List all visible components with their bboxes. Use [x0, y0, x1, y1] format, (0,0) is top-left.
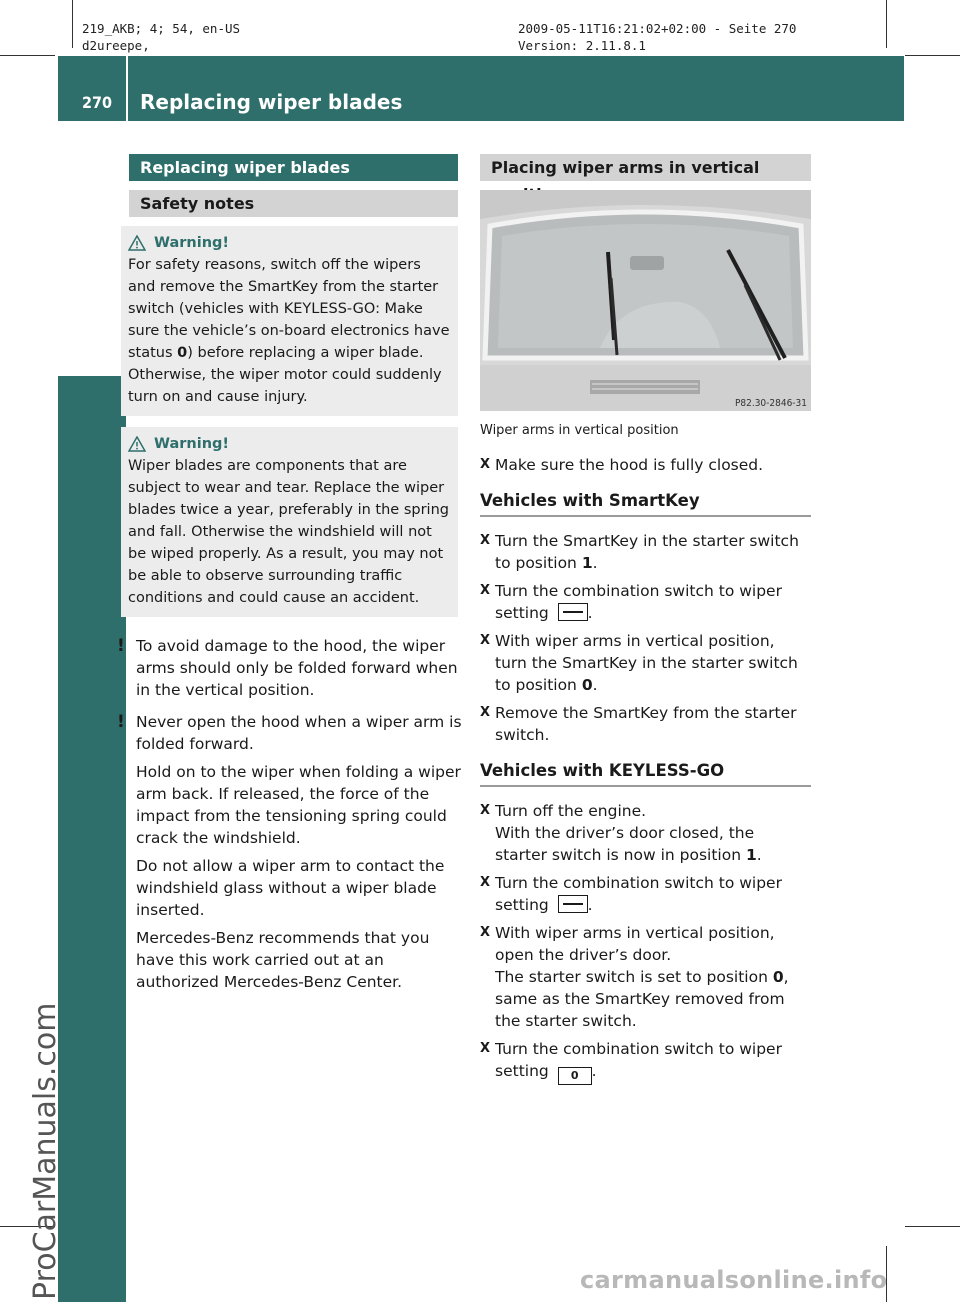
arrow-right-icon: X	[480, 633, 491, 648]
crop-mark	[72, 0, 73, 48]
note-item	[117, 711, 462, 993]
step-text: .	[592, 554, 598, 572]
instruction-step	[480, 800, 811, 866]
step-text: .	[591, 1062, 597, 1080]
step-text: With wiper arms in vertical position, open the driver’s door.	[495, 924, 775, 964]
warning-heading	[128, 232, 451, 254]
warning-text-part: ) before replacing a wiper blade. Otherwise, the wiper motor could suddenly turn on and cause injury.	[128, 345, 442, 405]
warning-heading	[128, 433, 451, 455]
windshield-drawing	[480, 190, 811, 411]
arrow-right-icon: X	[480, 457, 491, 472]
warning-text: Wiper blades are components that are subject to wear and tear. Replace the wiper blades twice a year, preferably in the spring and fall. Otherwise the windshield will not be wiped properly. As a result, you may not be able to observe surrounding traffic conditions and could cause an accident.	[128, 458, 449, 606]
note-marker: !	[117, 636, 125, 656]
warning-text-part: For safety reasons, switch off the wipers and remove the SmartKey from the starter switch (vehicles with KEYLESS-GO: Make sure the vehicle’s on-board electronics have status	[128, 257, 450, 361]
right-column-body	[480, 422, 811, 1091]
page-title: Replacing wiper blades	[140, 90, 403, 114]
step-text: Turn the combination switch to wiper setting	[495, 1040, 782, 1080]
warning-box	[121, 427, 458, 617]
step-text: .	[587, 896, 593, 914]
print-meta-line: 219_AKB; 4; 54, en-US	[82, 21, 241, 36]
warning-box	[121, 226, 458, 416]
step-result	[495, 822, 811, 866]
step-text: The starter switch is set to position	[495, 968, 773, 986]
step-result	[495, 966, 811, 1032]
wiper-setting-icon	[558, 603, 588, 621]
instruction-step	[480, 630, 811, 696]
crop-mark	[905, 55, 960, 56]
wiper-illustration	[480, 190, 811, 411]
warning-triangle-icon	[128, 436, 146, 452]
warning-triangle-icon	[128, 235, 146, 251]
header-divider	[126, 56, 128, 121]
page-number: 270	[82, 93, 113, 112]
instruction-step	[480, 872, 811, 916]
subsection-heading: Safety notes	[129, 190, 458, 217]
switch-position: 1	[745, 846, 757, 864]
instruction-step	[480, 530, 811, 574]
figure-code: P82.30-2846-31	[734, 398, 807, 409]
subsection-heading: Vehicles with SmartKey	[480, 490, 811, 517]
arrow-right-icon: X	[480, 705, 491, 720]
step-text: Turn the combination switch to wiper setting	[495, 874, 782, 914]
section-tab-label: Practical hints	[88, 424, 117, 627]
step-text: .	[756, 846, 762, 864]
step-text: Turn off the engine.	[495, 802, 647, 820]
switch-position: 0	[581, 676, 593, 694]
right-column	[480, 154, 811, 181]
arrow-right-icon: X	[480, 583, 491, 598]
note-text: Hold on to the wiper when folding a wiper arm back. If released, the force of the impact from the tensioning spring could crack the windshield.	[136, 763, 461, 847]
step-text: Remove the SmartKey from the starter switch.	[495, 704, 797, 744]
crop-mark	[886, 0, 887, 48]
instruction-step	[480, 922, 811, 1032]
step-text: Make sure the hood is fully closed.	[495, 456, 764, 474]
note-item	[117, 635, 458, 701]
note-text: Never open the hood when a wiper arm is folded forward.	[136, 713, 462, 753]
print-meta-line: Version: 2.11.8.1	[518, 38, 646, 53]
note-text: To avoid damage to the hood, the wiper arms should only be folded forward when in the vertical position.	[136, 637, 458, 699]
step-text: , same as the SmartKey removed from the starter switch.	[495, 968, 789, 1030]
section-heading: Replacing wiper blades	[129, 154, 458, 181]
crop-mark	[905, 1226, 960, 1227]
print-meta-right	[518, 20, 796, 54]
arrow-right-icon: X	[480, 1041, 491, 1056]
arrow-right-icon: X	[480, 803, 491, 818]
instruction-step	[480, 702, 811, 746]
step-text: .	[587, 604, 593, 622]
warning-text	[128, 254, 451, 408]
crop-mark	[0, 55, 55, 56]
arrow-right-icon: X	[480, 875, 491, 890]
instruction-step	[480, 1038, 811, 1085]
arrow-right-icon: X	[480, 925, 491, 940]
wiper-setting-icon	[558, 895, 588, 913]
footer-watermark: carmanualsonline.info	[580, 1266, 888, 1294]
section-heading: Placing wiper arms in vertical	[480, 154, 811, 181]
print-meta-line: d2ureepe,	[82, 38, 150, 53]
step-text: .	[592, 676, 598, 694]
switch-position: 1	[581, 554, 593, 572]
warning-label: Warning!	[154, 436, 230, 452]
note-marker: !	[117, 712, 125, 732]
instruction-step	[480, 580, 811, 624]
instruction-step	[480, 454, 811, 476]
wiper-setting-off-icon: 0	[558, 1067, 592, 1085]
step-text: Turn the combination switch to wiper setting	[495, 582, 782, 622]
step-text: Turn the SmartKey in the starter switch to position	[495, 532, 799, 572]
step-text: With wiper arms in vertical position, turn the SmartKey in the starter switch to position	[495, 632, 798, 694]
subsection-heading: Vehicles with KEYLESS-GO	[480, 760, 811, 787]
print-meta-left	[82, 20, 240, 54]
step-text: With the driver’s door closed, the starter switch is now in position	[495, 824, 755, 864]
figure-caption: Wiper arms in vertical position	[480, 423, 679, 438]
left-column	[117, 154, 462, 993]
warning-label: Warning!	[154, 235, 230, 251]
status-value: 0	[177, 345, 188, 361]
switch-position: 0	[772, 968, 784, 986]
print-meta-line: 2009-05-11T16:21:02+02:00 - Seite 270	[518, 21, 797, 36]
watermark-vertical: ProCarManuals.com	[28, 1002, 63, 1300]
note-text: Do not allow a wiper arm to contact the windshield glass without a wiper blade inserted.	[136, 857, 445, 919]
note-text: Mercedes-Benz recommends that you have this work carried out at an authorized Mercedes-Benz Center.	[136, 929, 430, 991]
arrow-right-icon: X	[480, 533, 491, 548]
